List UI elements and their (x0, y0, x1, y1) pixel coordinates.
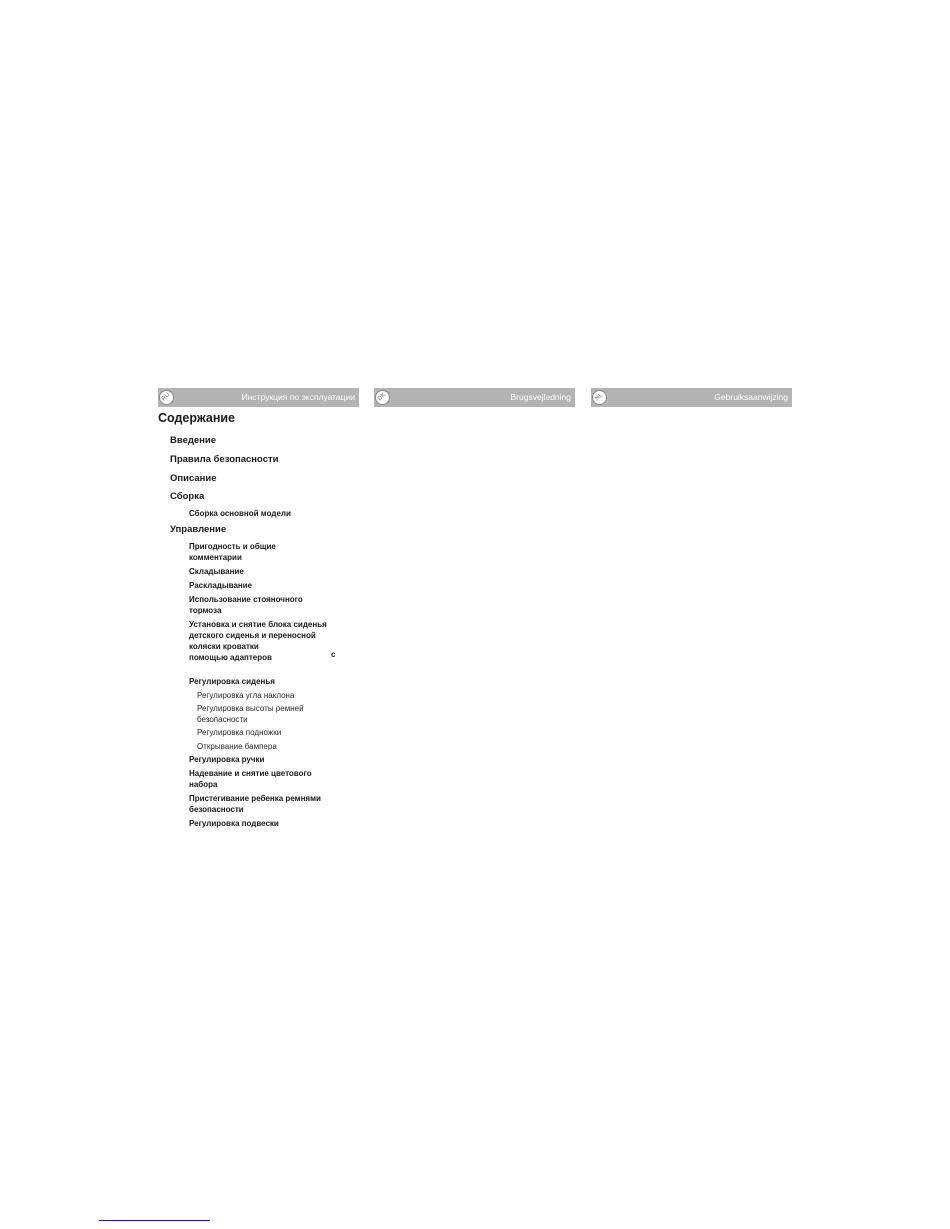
language-badge-dk (375, 390, 390, 405)
toc-item-seat-unit-line2[interactable]: детского сиденья и переносной (189, 631, 316, 640)
toc-item-colour-pack-line1[interactable]: Надевание и снятие цветового (189, 769, 312, 778)
toc-item-suitability-line1[interactable]: Пригодность и общие (189, 542, 276, 551)
toc-item-harness-line2[interactable]: безопасности (189, 805, 244, 814)
toc-item-suspension[interactable]: Регулировка подвески (189, 819, 279, 828)
toc-item-seat-unit-line3-tail: с (331, 650, 336, 659)
toc-item-seat-unit-line1[interactable]: Установка и снятие блока сиденья (189, 620, 327, 629)
toc-item-assembly-main[interactable]: Сборка основной модели (189, 509, 291, 518)
toc-item-footrest[interactable]: Регулировка подножки (197, 728, 282, 737)
language-code-nl: NL (594, 392, 604, 402)
toc-item-harness-line1[interactable]: Пристегивание ребенка ремнями (189, 794, 321, 803)
language-badge-nl (592, 390, 607, 405)
toc-item-brake-line1[interactable]: Использование стояночного (189, 595, 303, 604)
toc-item-seat-adjust[interactable]: Регулировка сиденья (189, 677, 275, 686)
toc-item-operation[interactable]: Управление (170, 524, 227, 535)
language-code-ru: RU (160, 391, 172, 403)
toc-item-harness-height-line2[interactable]: безопасности (197, 715, 248, 724)
toc-item-suitability-line2[interactable]: комментарии (189, 553, 242, 562)
toc-item-assembly[interactable]: Сборка (170, 491, 205, 502)
toc-item-folding[interactable]: Складывание (189, 567, 244, 576)
toc-item-safety[interactable]: Правила безопасности (170, 454, 279, 465)
toc-heading: Содержание (158, 411, 236, 425)
language-title-ru: Инструкция по эксплуатации (241, 392, 355, 402)
toc-item-handle[interactable]: Регулировка ручки (189, 755, 265, 764)
toc-item-harness-height-line1[interactable]: Регулировка высоты ремней (197, 704, 304, 713)
language-bar-nl (591, 388, 792, 407)
language-title-nl: Gebruiksaanwijzing (714, 392, 788, 402)
toc-item-intro[interactable]: Введение (170, 435, 217, 446)
toc-item-seat-unit-line4[interactable]: помощью адаптеров (189, 653, 272, 662)
language-badge-ru (159, 390, 174, 405)
toc-item-bumper[interactable]: Открывание бампера (197, 742, 277, 751)
toc-item-recline[interactable]: Регулировка угла наклона (197, 691, 295, 700)
toc-item-unfolding[interactable]: Раскладывание (189, 581, 253, 590)
toc-item-seat-unit-line3[interactable]: коляски кроватки (189, 642, 259, 651)
toc-item-brake-line2[interactable]: тормоза (189, 606, 222, 615)
footnote-rule (99, 1220, 210, 1221)
language-bar-ru (158, 388, 359, 407)
language-code-dk: DK (377, 392, 388, 403)
language-bar-dk (374, 388, 575, 407)
language-title-dk: Brugsvejledning (510, 392, 571, 402)
toc-item-description[interactable]: Описание (170, 473, 217, 484)
toc-item-colour-pack-line2[interactable]: набора (189, 780, 218, 789)
